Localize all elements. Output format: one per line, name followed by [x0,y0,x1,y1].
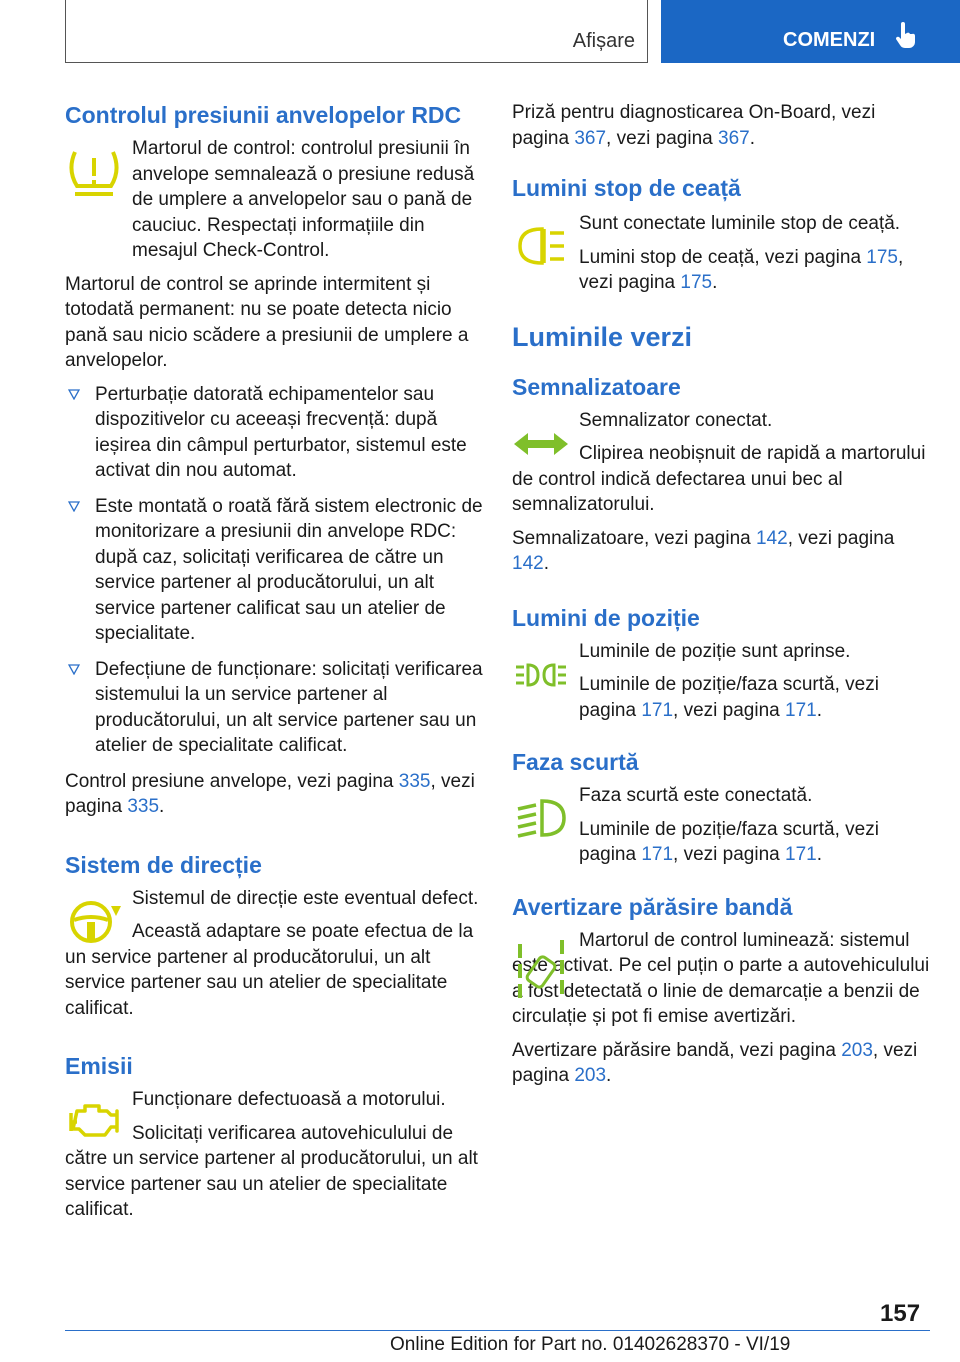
section-title-rdc: Controlul presiunii anvelopelor RDC [65,102,462,128]
fog-block [512,211,932,296]
left-column [65,100,485,1231]
page-link[interactable]: 203 [574,1065,607,1086]
section-title-low-beam: Faza scurtă [512,749,639,775]
parking-lights-icon [512,645,570,703]
list-item: Defecțiune de funcționare: solicitați verificarea sistemului la un service partener al producătorului, un alt service partener sau un atelier de specialitate calificat. [65,657,485,759]
fog-reference: Lumini stop de ceață, vezi pagina 175, vezi pagina 175. [579,246,904,293]
turn-signal-arrows-icon [512,414,570,472]
triangle-bullet-icon [68,663,80,675]
page-link[interactable]: 335 [127,796,160,817]
section-title-turn-signals: Semnalizatoare [512,373,681,400]
steering-wheel-warning-icon [65,892,123,950]
page-link[interactable]: 367 [718,127,750,149]
emissions-text-1: Funcționare defectuoasă a motorului. [132,1089,446,1110]
page-link[interactable]: 171 [641,699,674,721]
section-title-green-lights: Luminile verzi [512,321,693,352]
parking-block [512,639,932,724]
list-item: Perturbație datorată echipamentelor sau dispozitivelor cu aceeași frecvență: după ieșirea din câmpul perturbator, sistemul este activat din nou automat. [65,382,485,484]
page-link[interactable]: 175 [680,272,713,293]
page-link[interactable]: 171 [785,844,817,865]
header-tab-controls-label: COMENZI [783,29,876,51]
rdc-reference: Control presiune anvelope, vezi pagina 335, vezi pagina 335. [65,770,475,817]
header-tab-display-label: Afișare [572,30,635,52]
section-title-steering: Sistem de direcție [65,851,262,878]
section-title-parking-lights: Lumini de poziție [512,604,700,631]
steering-text-1: Sistemul de direcție este eventual defect. [132,887,479,909]
parking-reference: Luminile de poziție/faza scurtă, vezi pagina 171, vezi pagina 171. [579,674,879,721]
low-beam-reference: Luminile de poziție/faza scurtă, vezi pagina 171, vezi pagina 171. [579,818,879,865]
rdc-block [65,136,485,264]
rear-fog-light-icon [512,217,570,275]
pointing-hand-icon [895,22,917,50]
turn-block [512,408,932,518]
footer-edition: Online Edition for Part no. 01402628370 - VI/19 [390,1334,791,1355]
rdc-bullet-list [65,382,485,759]
low-beam-icon [512,789,570,847]
lane-reference: Avertizare părăsire bandă, vezi pagina 203, vezi pagina 203. [512,1039,918,1086]
lane-departure-warning-icon [512,934,570,1002]
page-link[interactable]: 203 [841,1039,873,1061]
page-link[interactable]: 142 [755,527,788,549]
emissions-block [65,1087,485,1223]
engine-warning-icon [65,1093,123,1151]
right-column [512,100,932,1097]
tire-pressure-warning-icon [65,142,123,200]
page-link[interactable]: 175 [866,246,898,268]
steering-block [65,886,485,1022]
rdc-text-2: Martorul de control se aprinde intermitent și totodată permanent: nu se poate detecta nicio pană sau nicio scădere a presiunii de umplere a anvelopelor. [65,273,469,371]
turn-text-1: Semnalizator conectat. [579,409,773,431]
section-title-fog: Lumini stop de ceață [512,175,741,201]
fog-text-1: Sunt conectate luminile stop de ceață. [579,213,901,234]
lane-block [512,928,932,1030]
page-link[interactable]: 335 [398,770,431,792]
obd-reference: Priză pentru diagnosticarea On-Board, vezi pagina 367, vezi pagina 367. [512,102,876,149]
parking-text-1: Luminile de poziție sunt aprinse. [579,640,851,662]
steering-text-2: Această adaptare se poate efectua de la un service partener al producătorului, un alt service partener sau un atelier de specialitate calificat. [65,921,474,1019]
page-number: 157 [880,1300,921,1327]
section-title-lane-departure: Avertizare părăsire bandă [512,893,793,920]
turn-reference: Semnalizatoare, vezi pagina 142, vezi pagina 142. [512,527,895,574]
lane-text-1: Martorul de control luminează: sistemul este activat. Pe cel puțin o parte a autovehiculului a fost detectată o linie de demarcație a benzii de circulație și pot fi emise avertizări. [512,929,930,1027]
triangle-bullet-icon [68,388,80,400]
header-tab-controls[interactable] [661,0,960,63]
section-title-emissions: Emisii [65,1053,133,1079]
page-link[interactable]: 142 [512,553,544,574]
emissions-text-2: Solicitați verificarea autovehiculului de către un service partener al producătorului, un alt service partener sau un atelier de specialitate calificat. [65,1122,478,1220]
header-tab-display[interactable] [65,0,648,63]
rdc-text-1: Martorul de control: controlul presiunii în anvelope semnalează o presiune redusă de umplere a anvelopelor sau o pană de cauciuc. Respectați informațiile din mesajul Check-Control. [132,138,475,261]
turn-text-2: Clipirea neobișnuit de rapidă a martorului de control indică defectarea unui bec al semnalizatorului. [512,443,926,515]
footer-divider [65,1330,930,1331]
low-beam-block [512,783,932,868]
page-link[interactable]: 367 [574,127,607,149]
triangle-bullet-icon [68,500,80,512]
low-beam-text-1: Faza scurtă este conectată. [579,785,813,806]
page-link[interactable]: 171 [785,699,817,721]
page-link[interactable]: 171 [641,844,674,865]
list-item: Este montată o roată fără sistem electronic de monitorizare a presiunii din anvelope RDC: după caz, solicitați verificarea de către un service partener al producătorului, un alt service partener calificat sau un atelier de specialitate. [65,494,485,647]
